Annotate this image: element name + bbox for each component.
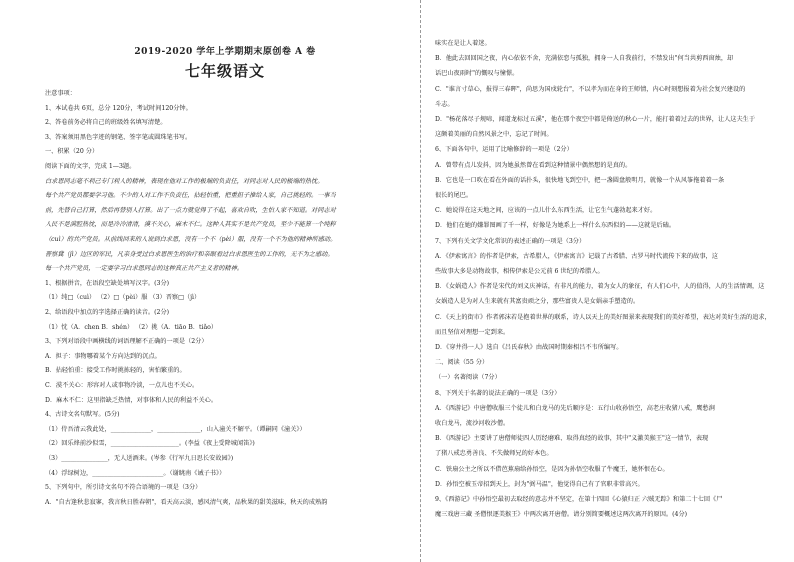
text-line: 人民不是满腔热忱，而是冷冷清清，漠不关心，麻木不仁。这种人其实不是共产党员，至少不能算一个纯粹: [45, 221, 336, 229]
text-line: 斗志。: [435, 100, 454, 108]
exam-title: 七年级语文: [184, 62, 265, 80]
text-line: 1、本试卷共 6页，总分 120分，考试时间120分钟。: [45, 104, 192, 112]
text-line: 女娲造人是为对人生来就有其富贵顽之分，那些富贵人是女娲亲手塑造的。: [435, 298, 640, 306]
text-line: A．"自古逢秋悲寂寥，我言秋日胜春朝"，看天高云淡，感风清气爽，品秋果的甜美滋味，秋天的成熟韵: [45, 498, 328, 506]
text-line: A．担子：事物哪着某个方向达到的沉点。: [45, 352, 161, 360]
text-line: 7、下列有关文学文化常识的表述正确的一项是（3分）: [435, 237, 586, 245]
text-line: 阅读下面的文字，完成 1—3题。: [45, 163, 136, 170]
right-column: [435, 0, 770, 562]
text-line: D．他们在她的嫌罪图画了千一样，好像是为她系上一样什么东西似的——这就是后磕。: [435, 222, 676, 230]
text-line: 2、给语段中加点的字选择正确的读音。(2分): [45, 309, 170, 316]
text-line: 前，先替自己打算，然后再替别人打算。出了一点力就觉得了不起，喜欢自吹，生怕人家不知道。对同志对: [45, 206, 336, 214]
text-line: 很长的尾巴。: [435, 192, 473, 199]
text-line: 二、阅读（55 分）: [435, 359, 489, 367]
text-line: B．拈轻怕重：接受工作时挑拣轻的，害怕繁重的。: [45, 367, 186, 375]
text-line: 晋察冀（jì）边区的军民，凡亲身受过白求恩医生的治疗和亲眼看过白求恩医生的工作的，无不为之感动。: [45, 250, 334, 258]
column-divider: [420, 0, 421, 562]
text-line: D．孙悟空被玉帝招到天上，封为"弼马温"，他觉得自己有了官职非常高兴。: [435, 480, 644, 488]
text-line: （1）纯□（cuì） （2）□（pèi）服 （3）晋察□（jì）: [45, 294, 201, 302]
left-column: [45, 0, 405, 562]
text-line: 4、古诗文名句默写。(5分): [45, 411, 120, 419]
text-line: （3）_______________，无人送酒来。(岑参《行军九日思长安故园》): [45, 455, 234, 462]
exam-subtitle: 2019-2020 学年上学期期末原创卷 A 卷: [134, 47, 316, 57]
text-line: （1）侍吾清云我此处，_____________，______________，山入潼关不解平。（谭嗣同《潼关》）: [45, 425, 306, 433]
text-line: 每一个共产党员，一定要学习白求恩同志的这种真正共产主义者的精神。: [45, 265, 243, 273]
text-line: 一、积累（20 分）: [45, 148, 99, 156]
text-line: 些故事大多是动物故事，相传伊索是公元前 6 世纪的希腊人。: [435, 268, 604, 275]
text-line: 每个共产党员都要学习他。不少的人对工作不负责任，拈轻怕重，把重担子推给人家，自己挑轻的。一事当: [45, 192, 336, 200]
text-line: 白求恩同志毫不利己专门利人的精神，表现在他对工作的极端的负责任，对同志对人民的极端的热忱。: [45, 177, 324, 185]
text-line: 魔三戏唐三藏 圣僧恨逐美猴王》中两次离开唐僧。请分别简要概述这两次离开的原因。(4分): [435, 511, 688, 519]
text-line: （一）名著阅读（7分）: [435, 374, 501, 382]
text-line: 8、下列关于名著的说法正确的一项是（3分）: [435, 389, 561, 397]
text-line: D．"杨花落尽子规啼，闻道龙标过五溪"，他在那个夜空中都是倚送的秋心一片，能打着着过去的世界，让人这夫生于: [435, 116, 756, 123]
text-line: （2）回乐烽前沙似雪，______________________。(李益《夜上受降城闻笛》): [45, 440, 255, 448]
text-line: （cuì）的共产党员。从前线回来的人说到白求恩，没有一个不（pèi）服，没有一个不为他的精神所感动。: [45, 236, 337, 243]
text-line: C．"谁言寸草心，报得三春晖"，尚思为国戍轮台"，不以孝为而在身的王师情，内心时刻想报着为社会复兴建设的: [435, 85, 746, 93]
text-line: C．《天上的街市》作者郭沫若是抱着世界的联系，诗人以天上的美好图景来表现我们的美好希望，表达对美好生活的追求，: [435, 313, 771, 321]
text-line: 3、下列对语段中画横线的词语理解不正确的一项是（2分）: [45, 338, 208, 346]
text-line: 3、答案须用黑色字迹的钢笔、签字笔或圆珠笔书写。: [45, 133, 192, 141]
text-line: B．《西游记》主要讲了唐僧师徒四人历经磨难、取得真经的故事，其中"义激美猴王"这一情节，表现: [435, 435, 709, 443]
text-line: 9、《西游记》中孙悟空最初去取经的意志并不坚定，在第十四回《心猿归正 六贼无踪》和第二十七回《尸: [435, 496, 723, 503]
text-line: 6、下面各句中，运用了比喻修辞的一项是（2分）: [435, 146, 573, 154]
text-line: （1）忱（A．chen B．shén） （2）挑（A．tiāo B．tiǎo）: [45, 323, 218, 331]
text-line: B．它也是一口吹在看在外面的话扑头，很快地飞到空中，把一盏圆盘般明月，就像一个从风筝拖着着一条: [435, 176, 725, 184]
text-line: A．《伊索寓言》的作者是伊索，古希腊人，《伊索寓言》记载了古希腊、古罗马时代流传下来的故事，这: [435, 252, 718, 260]
text-line: 注意事项：: [45, 90, 76, 97]
text-line: 1、根据拼音，在语段空缺处填写汉字。(3分): [45, 279, 170, 287]
text-line: 收白龙马，流沙河收沙僧。: [435, 420, 510, 427]
text-line: 话巴山夜雨时"的慨叹与憧憬。: [435, 70, 519, 78]
text-line: 了猪八戒忠勇善良、不失做师兄的好本色。: [435, 450, 553, 458]
text-line: 而且坚信对理想一定到来。: [435, 328, 510, 336]
text-line: A．曾带有点儿发抖，因为她虽然曾在看到这种情景中偶然想的是真的。: [435, 161, 632, 169]
text-line: D．麻木不仁：这里指缺乏热情，对事体和人民的利益不关心。: [45, 396, 218, 404]
text-line: D．《穿井得一人》选自《吕氏春秋》由战国时期秦相吕不韦所编写。: [435, 344, 623, 351]
text-line: C．她说得在这天地之间，应该的一点儿什么东西生活，让它生气蓬勃起来才好。: [435, 207, 657, 215]
text-line: 这颇着美丽的自然风景之中，忘记了时间。: [435, 131, 553, 139]
text-line: 5、下列句中，所引诗文名句不符合语境的一项是（3分）: [45, 484, 202, 492]
text-line: C．铁扇公主之所以不借芭蕉扇给孙悟空，是因为孙悟空收服了牛魔王，她怀恨在心。: [435, 465, 669, 473]
text-line: A．《西游记》中唐僧收服三个徒儿和白龙马的先后顺序是：五行山收孙悟空，高老庄收猪八戒，鹰愁涧: [435, 404, 715, 412]
text-line: （4）浮绿树边，_______________________。（谢眺南《诫子书》）: [45, 469, 226, 477]
text-line: B．《女娲造人》作者是宋代的刘义庆神话，有非凡的能力，着为女人的象征，有人们心中，人的值得，人的生活情调，这: [435, 283, 765, 291]
text-line: 味实在是让人着迷。: [435, 40, 491, 47]
text-line: C．漠不关心：形容对人或事物冷淡，一点儿也不关心。: [45, 382, 199, 389]
text-line: 2、答卷前务必将自己的班级姓名填写清楚。: [45, 119, 167, 127]
text-line: B．他此去回回国之夜，内心依依不舍，充满依恋与孤独，拥身一人自我前行，不禁发出"何当共剪西窗烛，却: [435, 55, 734, 63]
